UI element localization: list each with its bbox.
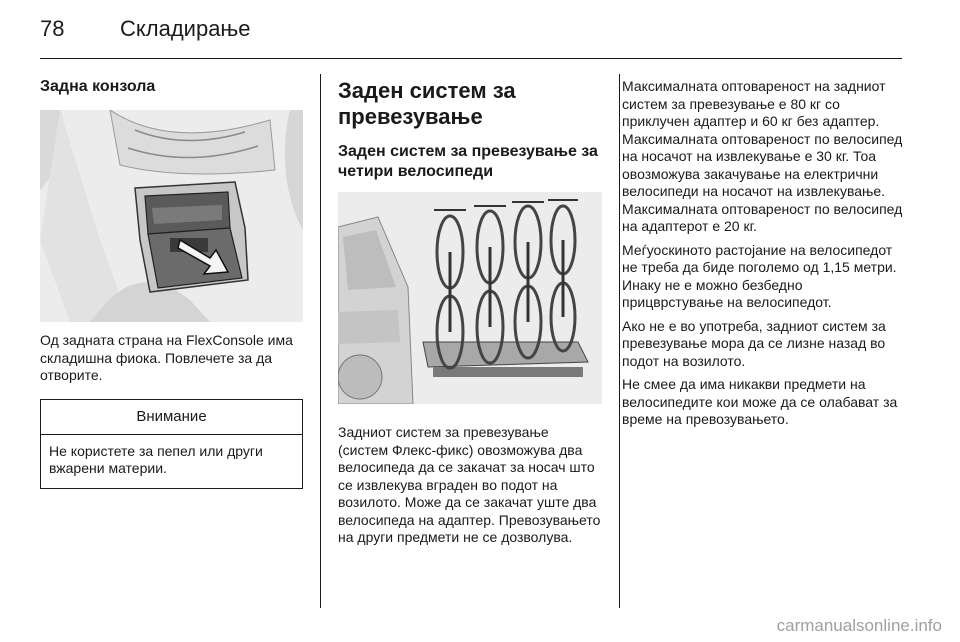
section-title-rear-carrier: Заден систем за превезување bbox=[338, 78, 516, 129]
column-2 bbox=[338, 74, 602, 547]
paragraph-wheelbase: Меѓуоскиното растојание на велосипедот не треба да биде поголемо од 1,15 метри. Инаку не е можно безбедно прицврстување на велосипедот. bbox=[622, 241, 897, 310]
subsection-title-four-bikes: Заден систем за превезување за четири велосипеди bbox=[338, 143, 598, 180]
bike-carrier-illustration bbox=[338, 192, 602, 404]
notice-title: Внимание bbox=[41, 400, 302, 435]
warning-notice bbox=[40, 399, 303, 489]
rear-console-text: Од задната страна на FlexConsole има складишна фиока. Повлечете за да отворите. bbox=[40, 332, 293, 383]
rear-carrier-text: Задниот систем за превезување (систем Флекс-фикс) овозможува два велосипеда да се закачат за носач што се извлекува вграден во подот на возилото. Може да се закачат уште два велосипеда на адаптер. Превозувањето на други предмети не се дозволува. bbox=[338, 424, 601, 545]
page-header bbox=[40, 16, 900, 56]
paragraph-max-load: Максималната оптовареност на задниот систем за превезување е 80 кг со приклучен адаптер и 60 кг без адаптер. Максималната оптовареност по велосипед на носачот на извлекување е 30 кг. Тоа овозможува закачување на електрични велосипеди на носачот на извлекување. Максималната оптовареност по велосипед на адаптерот е 20 кг. bbox=[622, 78, 903, 234]
chapter-title: Складирање bbox=[120, 16, 251, 41]
column-divider-2 bbox=[619, 74, 620, 608]
column-1 bbox=[40, 74, 303, 489]
watermark[interactable]: carmanualsonline.info bbox=[776, 616, 942, 635]
column-divider-1 bbox=[320, 74, 321, 608]
column-3 bbox=[622, 74, 904, 429]
paragraph-loose-objects: Не смее да има никакви предмети на велосипедите кои може да се олабават за време на превозувањето. bbox=[622, 376, 898, 427]
notice-text: Не користете за пепел или други вжарени материи. bbox=[49, 442, 263, 476]
header-rule bbox=[40, 58, 902, 59]
paragraph-not-in-use: Ако не е во употреба, задниот систем за превезување мора да се лизне назад во подот на возилото. bbox=[622, 317, 886, 369]
page-number: 78 bbox=[40, 16, 65, 41]
console-drawer-illustration bbox=[40, 110, 303, 322]
section-title-rear-console: Задна конзола bbox=[40, 78, 156, 95]
